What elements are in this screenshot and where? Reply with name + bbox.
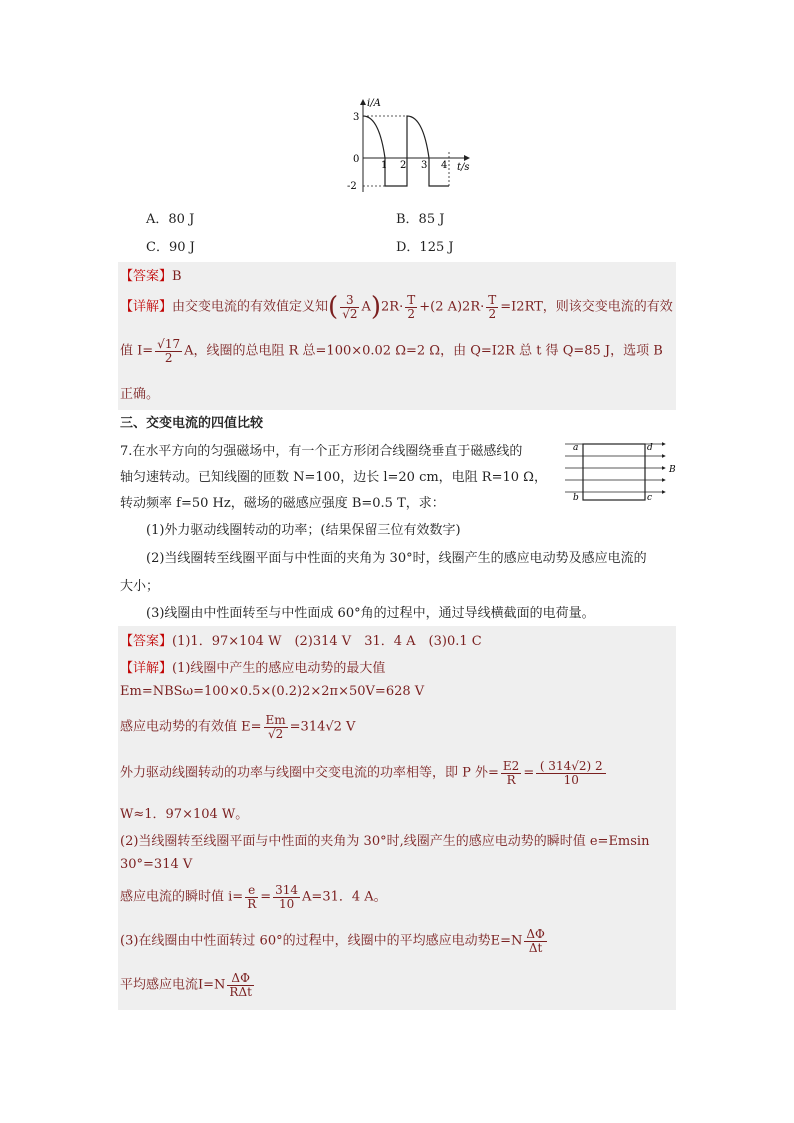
question-2b: 大小； xyxy=(120,579,160,594)
problem7-line2: 轴匀速转动。已知线圈的匝数 N=100，边长 l=20 cm，电阻 R=10 Ω， xyxy=(120,470,547,485)
detail2-line9: (3)在线圈由中性面转过 60°的过程中，线圈中的平均感应电动势E=N $\frac{\Delta\Phi}{\Delta t}$ xyxy=(120,927,545,955)
y-tick-0: 0 xyxy=(353,154,360,165)
x-tick-4: 4 xyxy=(441,160,448,171)
y-axis-label: i/A xyxy=(367,98,381,109)
x-tick-3: 3 xyxy=(421,160,428,171)
x-axis-label: t/s xyxy=(457,162,470,173)
current-time-graph xyxy=(345,96,480,196)
option-c: C．90 J xyxy=(146,240,195,255)
y-tick-3: 3 xyxy=(353,112,360,123)
question-2a: (2)当线圈转至线圈平面与中性面的夹角为 30°时，线圈产生的感应电动势及感应电流的 xyxy=(146,551,647,566)
answer-line-1 xyxy=(120,265,182,284)
detail1-line1: 【详解】由交变电流的有效值定义知( $\frac{3}{√2}$ A)2R· $\frac{T}{2}$ +(2 A)2R· $\frac{T}{2}$ =I2RT，则该交变电流的有效 xyxy=(120,292,673,322)
detail2-line7: 30°=314 V xyxy=(120,857,193,872)
detail2-line8: 感应电流的瞬时值 i= $\frac{e}{R}$ = $\frac{314}{10}$ A=31．4 A。 xyxy=(120,883,387,911)
answer-tag: 【答案】 xyxy=(120,269,173,284)
label-b: b xyxy=(573,493,579,503)
answer-value: B xyxy=(172,269,182,284)
detail2-line2: Em=NBSω=100×0.5×(0.2)2×2π×50V=628 V xyxy=(120,684,425,699)
label-a: a xyxy=(573,443,579,453)
detail2-line5: W≈1．97×104 W。 xyxy=(120,807,249,822)
detail2-line1: 【详解】(1)线圈中产生的感应电动势的最大值 xyxy=(120,661,386,676)
answer2-line: 【答案】(1)1．97×104 W (2)314 V 31．4 A (3)0.1 C xyxy=(120,634,482,649)
x-tick-1: 1 xyxy=(381,160,388,171)
question-3: (3)线圈由中性面转至与中性面成 60°角的过程中，通过导线横截面的电荷量。 xyxy=(146,606,595,621)
y-tick-neg2: -2 xyxy=(347,181,357,192)
problem7-line3: 转动频率 f=50 Hz，磁场的磁感应强度 B=0.5 T，求： xyxy=(120,496,445,511)
detail1-line3: 正确。 xyxy=(120,387,160,402)
problem7-line1: 7.在水平方向的匀强磁场中，有一个正方形闭合线圈绕垂直于磁感线的 xyxy=(120,444,523,459)
option-b: B．85 J xyxy=(396,212,445,227)
question-1: (1)外力驱动线圈转动的功率；(结果保留三位有效数字) xyxy=(146,523,461,538)
detail2-line6: (2)当线圈转至线圈平面与中性面的夹角为 30°时,线圈产生的感应电动势的瞬时值 e=Emsin xyxy=(120,834,650,849)
coil-field-figure xyxy=(565,436,680,508)
detail2-line3: 感应电动势的有效值 E= $\frac{Em}{√2}$ =314√2 V xyxy=(120,713,356,741)
answer-block-1 xyxy=(118,262,676,410)
label-d: d xyxy=(647,443,653,453)
detail2-line10: 平均感应电流I=N $\frac{\Delta\Phi}{\text{RΔt}}$ xyxy=(120,971,252,999)
detail1-line2: 值 I= $\frac{√17}{2}$ A，线圈的总电阻 R 总=100×0.02 Ω=2 Ω，由 Q=I2R 总 t 得 Q=85 J，选项 B xyxy=(120,337,663,365)
option-a: A．80 J xyxy=(146,212,195,227)
x-tick-2: 2 xyxy=(400,160,407,171)
label-B: B xyxy=(669,465,676,475)
option-d: D．125 J xyxy=(396,240,454,255)
current-waveform xyxy=(363,116,449,186)
detail2-line4: 外力驱动线圈转动的功率与线圈中交变电流的功率相等，即 P 外= $\frac{E2}{R}$ = $\frac{( 314√2) 2}{10}$ xyxy=(120,760,608,786)
label-c: c xyxy=(647,493,653,503)
section-title: 三、交变电流的四值比较 xyxy=(120,416,264,431)
